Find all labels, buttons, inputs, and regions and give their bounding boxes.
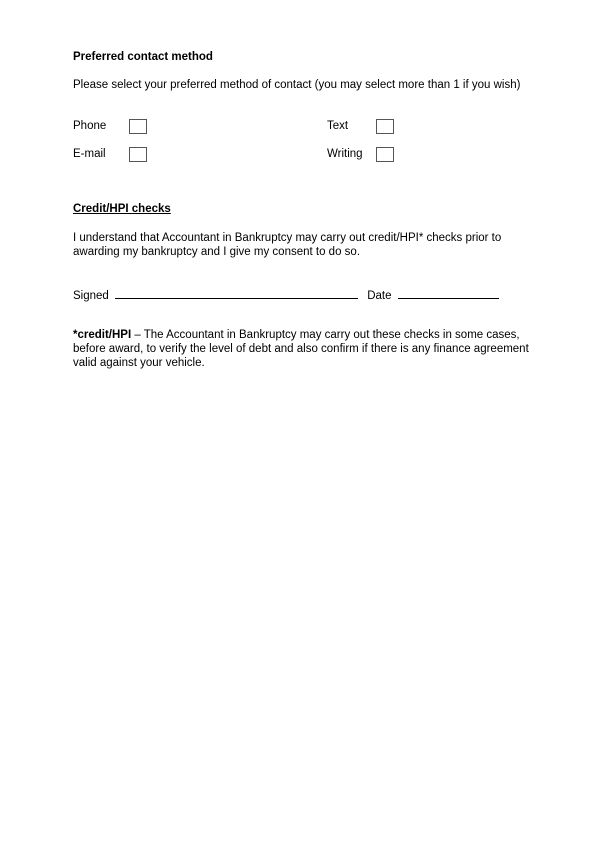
- credit-hpi-footnote: [73, 328, 533, 370]
- date-line[interactable]: [398, 287, 499, 299]
- credit-consent-statement: I understand that Accountant in Bankruptcy may carry out credit/HPI* checks prior to awarding my bankruptcy and I give my consent to do so.: [73, 232, 502, 258]
- contact-method-instruction: Please select your preferred method of contact (you may select more than 1 if you wish): [73, 79, 521, 91]
- contact-method-heading: Preferred contact method: [73, 51, 213, 63]
- footnote-term: *credit/HPI: [73, 329, 132, 341]
- date-label: Date: [367, 290, 392, 302]
- signed-label: Signed: [73, 290, 109, 302]
- email-label: E-mail: [73, 148, 106, 160]
- email-checkbox[interactable]: [129, 147, 147, 162]
- writing-label: Writing: [327, 148, 363, 160]
- signature-line[interactable]: [115, 287, 358, 299]
- phone-label: Phone: [73, 120, 107, 132]
- footnote-text: – The Accountant in Bankruptcy may carry out these checks in some cases, before award, to verify the level of debt and also confirm if there is any finance agreement valid against your vehicle.: [73, 329, 529, 369]
- text-checkbox[interactable]: [376, 119, 394, 134]
- writing-checkbox[interactable]: [376, 147, 394, 162]
- signature-row: [73, 287, 499, 302]
- credit-checks-heading: Credit/HPI checks: [73, 203, 171, 215]
- text-label: Text: [327, 120, 349, 132]
- phone-checkbox[interactable]: [129, 119, 147, 134]
